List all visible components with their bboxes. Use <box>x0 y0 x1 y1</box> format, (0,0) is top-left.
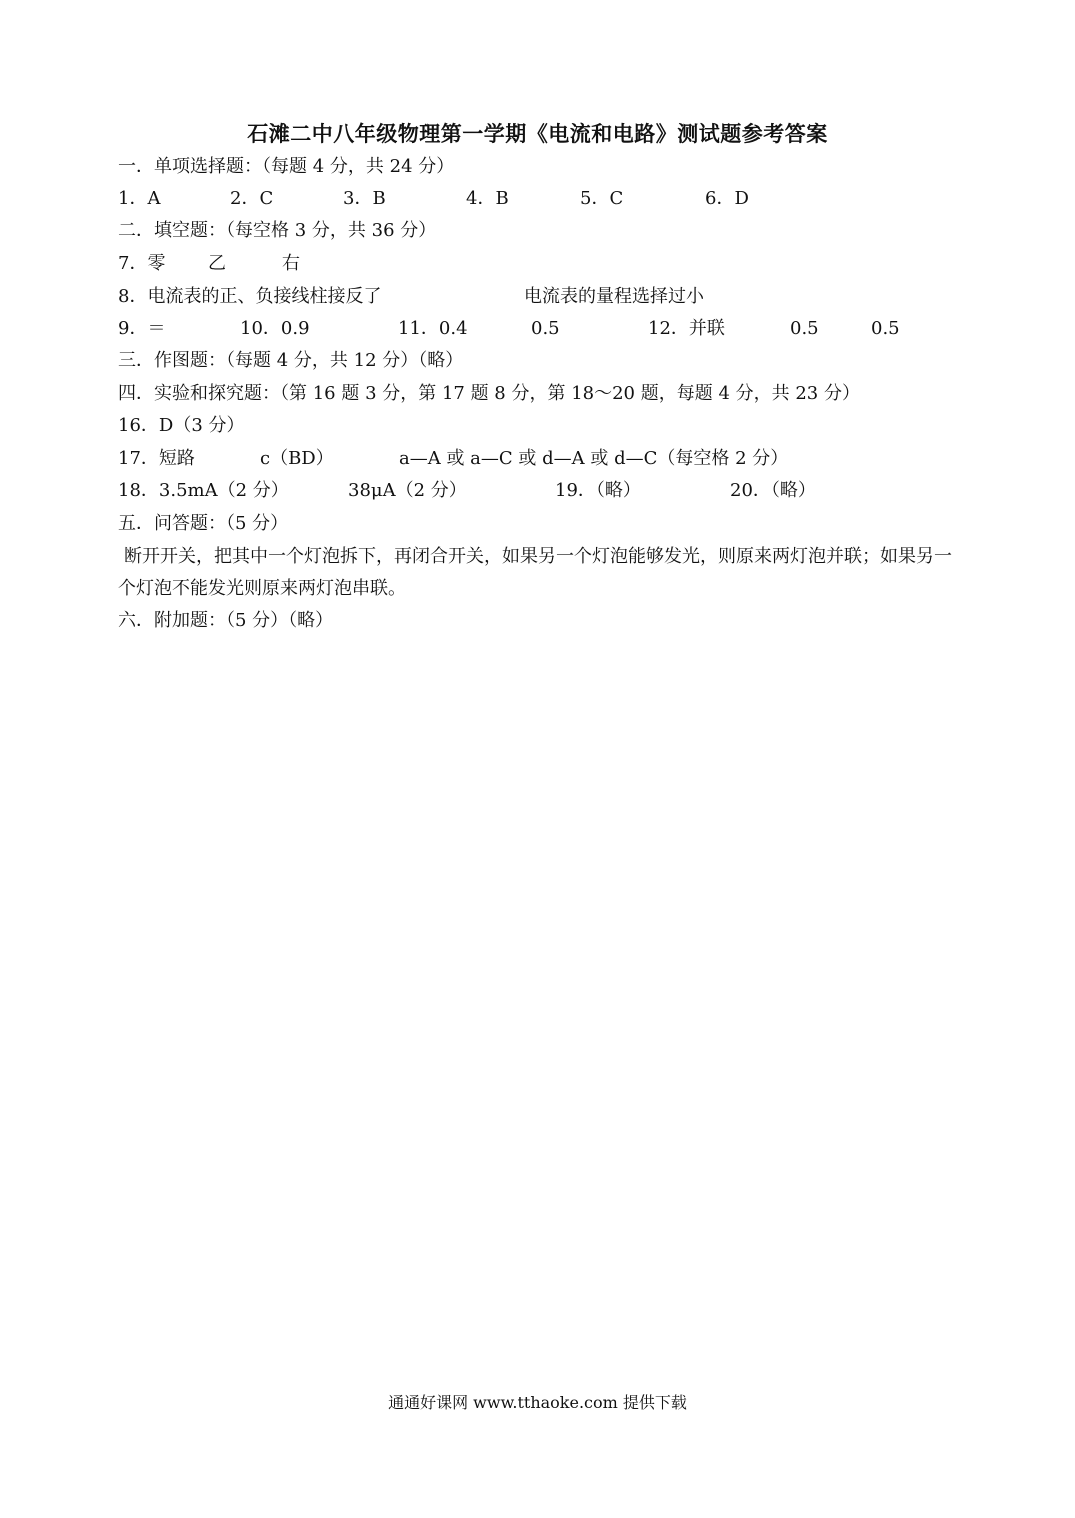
page-title: 石滩二中八年级物理第一学期《电流和电路》测试题参考答案 <box>247 122 828 146</box>
q10-answer: 10．0.9 <box>240 318 310 339</box>
section-5-answer: 断开开关，把其中一个灯泡拆下，再闭合开关，如果另一个灯泡能够发光，则原来两灯泡并联；如果另一个灯泡不能发光则原来两灯泡串联。 <box>118 546 952 599</box>
q7-answer-3: 右 <box>282 253 300 274</box>
question-16-answer: 16．D（3 分） <box>118 415 245 436</box>
q12-answer-2: 0.5 <box>790 318 819 339</box>
q8-answer-2: 电流表的量程选择过小 <box>524 286 704 307</box>
section-5-heading: 五．问答题：（5 分） <box>118 513 289 534</box>
q8-answer-1: 8．电流表的正、负接线柱接反了 <box>118 286 382 307</box>
section-3-heading: 三．作图题：（每题 4 分，共 12 分）（略） <box>118 350 464 371</box>
section-2-heading: 二．填空题：（每空格 3 分，共 36 分） <box>118 220 437 241</box>
q17-answer-3: a—A 或 a—C 或 d—A 或 d—C（每空格 2 分） <box>399 448 789 469</box>
q12-answer-1: 12．并联 <box>648 318 725 339</box>
q17-answer-1: 17．短路 <box>118 448 195 469</box>
answer-4: 4．B <box>466 188 509 209</box>
q11-answer-1: 11．0.4 <box>398 318 468 339</box>
section-6-heading: 六．附加题：（5 分）（略） <box>118 610 334 631</box>
q18-answer-2: 38μA（2 分） <box>348 480 467 501</box>
q11-answer-2: 0.5 <box>531 318 560 339</box>
q18-answer-1: 18．3.5mA（2 分） <box>118 480 289 501</box>
answer-3: 3．B <box>343 188 386 209</box>
q7-answer-1: 7．零 <box>118 253 166 274</box>
q9-answer: 9．＝ <box>118 318 166 339</box>
answer-2: 2．C <box>230 188 274 209</box>
q20-answer: 20．（略） <box>730 480 816 501</box>
q12-answer-3: 0.5 <box>871 318 900 339</box>
q19-answer: 19．（略） <box>555 480 641 501</box>
answer-5: 5．C <box>580 188 624 209</box>
section-4-heading: 四．实验和探究题：（第 16 题 3 分，第 17 题 8 分，第 18～20 题，每题 4 分，共 23 分） <box>118 383 860 404</box>
answer-6: 6．D <box>705 188 749 209</box>
footer-text: 通通好课网 www.tthaoke.com 提供下载 <box>388 1393 687 1412</box>
section-1-heading: 一．单项选择题：（每题 4 分，共 24 分） <box>118 156 455 177</box>
q7-answer-2: 乙 <box>208 253 226 274</box>
answer-1: 1．A <box>118 188 161 209</box>
q17-answer-2: c（BD） <box>260 448 334 469</box>
